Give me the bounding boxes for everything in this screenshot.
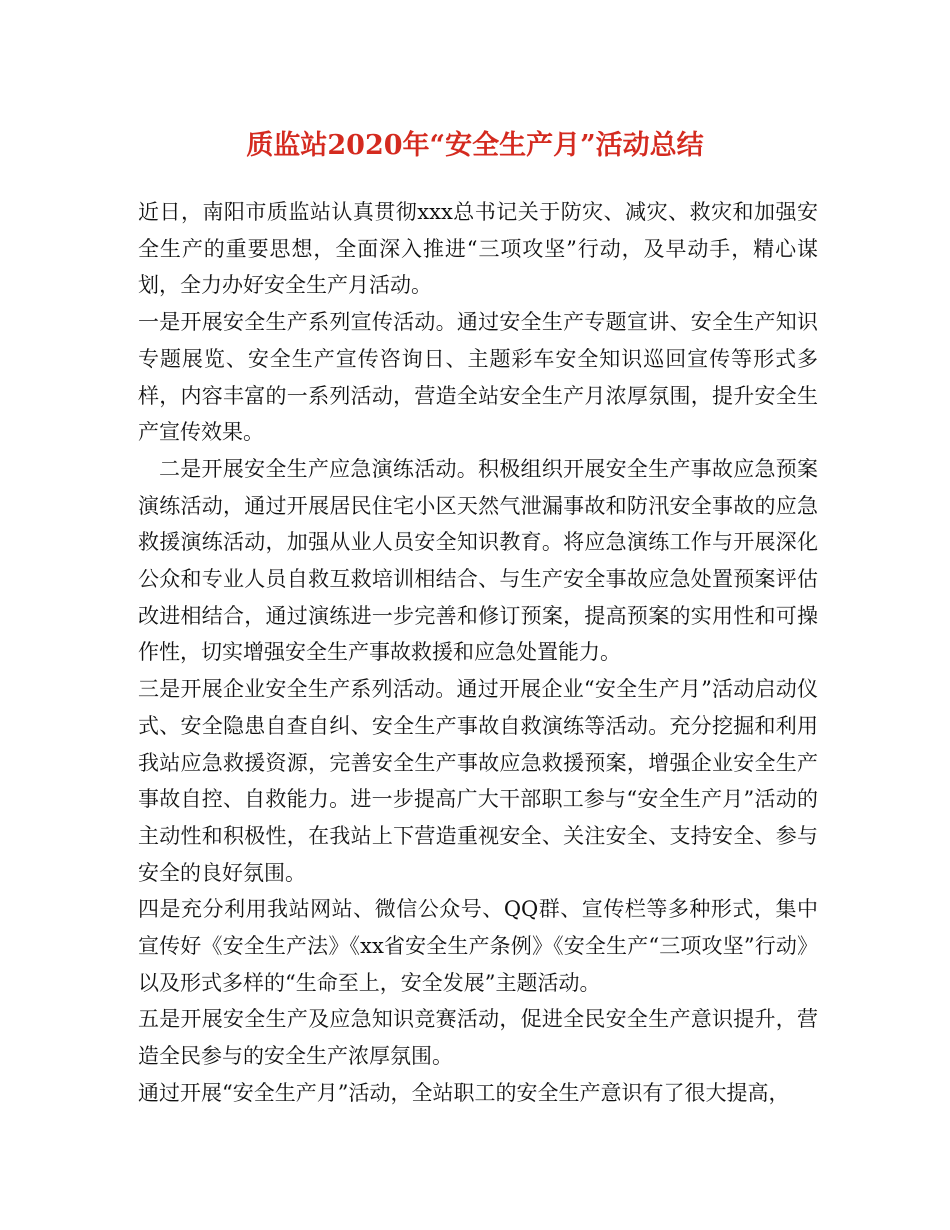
paragraph-item-1: 一是开展安全生产系列宣传活动。通过安全生产专题宣讲、安全生产知识专题展览、安全生产宣传咨询日、主题彩车安全知识巡回宣传等形式多样，内容丰富的一系列活动，营造全站安全生产月浓厚氛围，提升安全生产宣传效果。 [138,310,818,445]
document-body [138,194,818,1112]
paragraph-item-3: 三是开展企业安全生产系列活动。通过开展企业“安全生产月”活动启动仪式、安全隐患自查自纠、安全生产事故自救演练等活动。充分挖掘和利用我站应急救援资源，完善安全生产事故应急救援预案，增强企业安全生产事故自控、自救能力。进一步提高广大干部职工参与“安全生产月”活动的主动性和积极性，在我站上下营造重视安全、关注安全、支持安全、参与安全的良好氛围。 [138,677,818,885]
document-title: 质监站2020年“安全生产月”活动总结 [246,130,704,161]
paragraph-item-4: 四是充分利用我站网站、微信公众号、QQ群、宣传栏等多种形式，集中宣传好《安全生产法》《xx省安全生产条例》《安全生产“三项攻坚”行动》以及形式多样的“生命至上，安全发展”主题活动。 [138,897,818,995]
paragraph-item-5: 五是开展安全生产及应急知识竞赛活动，促进全民安全生产意识提升，营造全民参与的安全生产浓厚氛围。 [138,1007,818,1069]
paragraph-intro: 近日，南阳市质监站认真贯彻xxx总书记关于防灾、减灾、救灾和加强安全生产的重要思想，全面深入推进“三项攻坚”行动，及早动手，精心谋划，全力办好安全生产月活动。 [138,200,818,298]
paragraph-item-2: 二是开展安全生产应急演练活动。积极组织开展安全生产事故应急预案演练活动，通过开展居民住宅小区天然气泄漏事故和防汛安全事故的应急救援演练活动，加强从业人员安全知识教育。将应急演练工作与开展深化公众和专业人员自救互救培训相结合、与生产安全事故应急处置预案评估改进相结合，通过演练进一步完善和修订预案，提高预案的实用性和可操作性，切实增强安全生产事故救援和应急处置能力。 [138,456,818,665]
paragraph-conclusion: 通过开展“安全生产月”活动，全站职工的安全生产意识有了很大提高， [138,1080,790,1105]
